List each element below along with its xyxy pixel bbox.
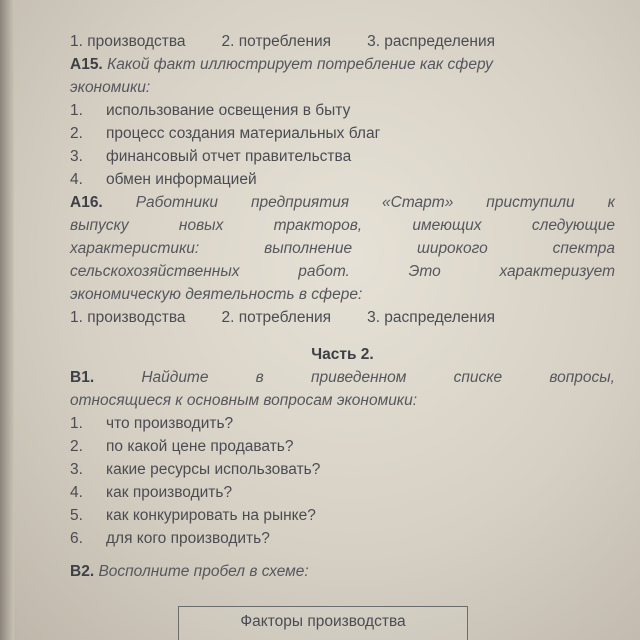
b2-label: В2.: [70, 563, 95, 580]
factors-box-label: Факторы производства: [240, 613, 406, 630]
a16-word: спектра: [552, 240, 615, 257]
b1-option-6-text: для кого производить?: [106, 530, 270, 547]
b1-option-6: 6. для кого производить?: [70, 527, 615, 550]
factors-of-production-box: [178, 606, 468, 640]
a15-question-line2: экономики:: [70, 79, 151, 96]
a16-line2: [70, 214, 615, 237]
a15-question: [70, 53, 615, 76]
a15-question-line1: Какой факт иллюстрирует потребление как сферу: [107, 56, 493, 73]
page-edge: [0, 0, 14, 640]
b1-option-4: 4. как производить?: [70, 481, 615, 504]
a16-word: к: [607, 194, 615, 211]
b1-option-1-text: что производить?: [106, 415, 234, 432]
b1-word: вопросы,: [549, 369, 615, 386]
b2-question: [70, 560, 615, 583]
b1-option-2: 2. по какой цене продавать?: [70, 435, 615, 458]
a16-word: новых: [178, 217, 224, 234]
a16-label: А16.: [70, 194, 103, 211]
a14-options: [70, 30, 615, 53]
a14-option-1: 1. производства: [70, 33, 186, 50]
a15-option-2: 2. процесс создания материальных благ: [70, 122, 615, 145]
b1-option-1: 1. что производить?: [70, 412, 615, 435]
b1-line1: [70, 366, 615, 389]
a16-word: «Старт»: [382, 194, 454, 211]
a14-option-2: 2. потребления: [221, 33, 332, 50]
a15-option-4-text: обмен информацией: [106, 171, 257, 188]
a16-line1: [70, 191, 615, 214]
a16-option-2: 2. потребления: [221, 309, 332, 326]
a16-option-1: 1. производства: [70, 309, 186, 326]
a15-option-1: 1. использование освещения в быту: [70, 99, 615, 122]
b1-line2: относящиеся к основным вопросам экономики:: [70, 392, 418, 409]
b1-option-5-text: как конкурировать на рынке?: [106, 507, 316, 524]
a16-option-3: 3. распределения: [367, 309, 496, 326]
b1-option-4-text: как производить?: [106, 484, 233, 501]
a16-word: Это: [408, 263, 441, 280]
a16-word: характеристики:: [70, 240, 200, 257]
a16-word: сельскохозяйственных: [70, 263, 240, 280]
page-content: [70, 30, 615, 583]
a16-word: приступили: [486, 194, 575, 211]
b1-option-3-text: какие ресурсы использовать?: [106, 461, 321, 478]
a16-word: характеризует: [499, 263, 615, 280]
b2-text: Восполните пробел в схеме:: [98, 563, 309, 580]
a16-word: Работники: [135, 194, 219, 211]
a16-word: выпуску: [70, 217, 129, 234]
a15-option-1-text: использование освещения в быту: [106, 102, 351, 119]
a14-option-3: 3. распределения: [367, 33, 496, 50]
spacer: [70, 550, 615, 560]
a16-word: имеющих: [412, 217, 482, 234]
a16-word: предприятия: [251, 194, 350, 211]
b1-word: приведенном: [310, 369, 407, 386]
b1-word: в: [255, 369, 264, 386]
a15-option-3-text: финансовый отчет правительства: [106, 148, 352, 165]
b1-word: Найдите: [141, 369, 209, 386]
a16-line5: экономическую деятельность в сфере:: [70, 286, 363, 303]
a16-line4: [70, 260, 615, 283]
a16-word: широкого: [416, 240, 488, 257]
a16-word: работ.: [298, 263, 350, 280]
a16-word: следующие: [531, 217, 615, 234]
a16-word: тракторов,: [273, 217, 363, 234]
b1-word: списке: [453, 369, 503, 386]
b1-option-5: 5. как конкурировать на рынке?: [70, 504, 615, 527]
b1-label: В1.: [70, 369, 95, 386]
b1-option-2-text: по какой цене продавать?: [106, 438, 294, 455]
part2-title: Часть 2.: [311, 346, 374, 363]
a15-option-4: 4. обмен информацией: [70, 168, 615, 191]
a15-label: А15.: [70, 56, 103, 73]
b1-option-3: 3. какие ресурсы использовать?: [70, 458, 615, 481]
a15-option-3: 3. финансовый отчет правительства: [70, 145, 615, 168]
a16-line3: [70, 237, 615, 260]
a15-option-2-text: процесс создания материальных благ: [106, 125, 381, 142]
a16-word: выполнение: [264, 240, 353, 257]
a16-options: [70, 306, 615, 329]
